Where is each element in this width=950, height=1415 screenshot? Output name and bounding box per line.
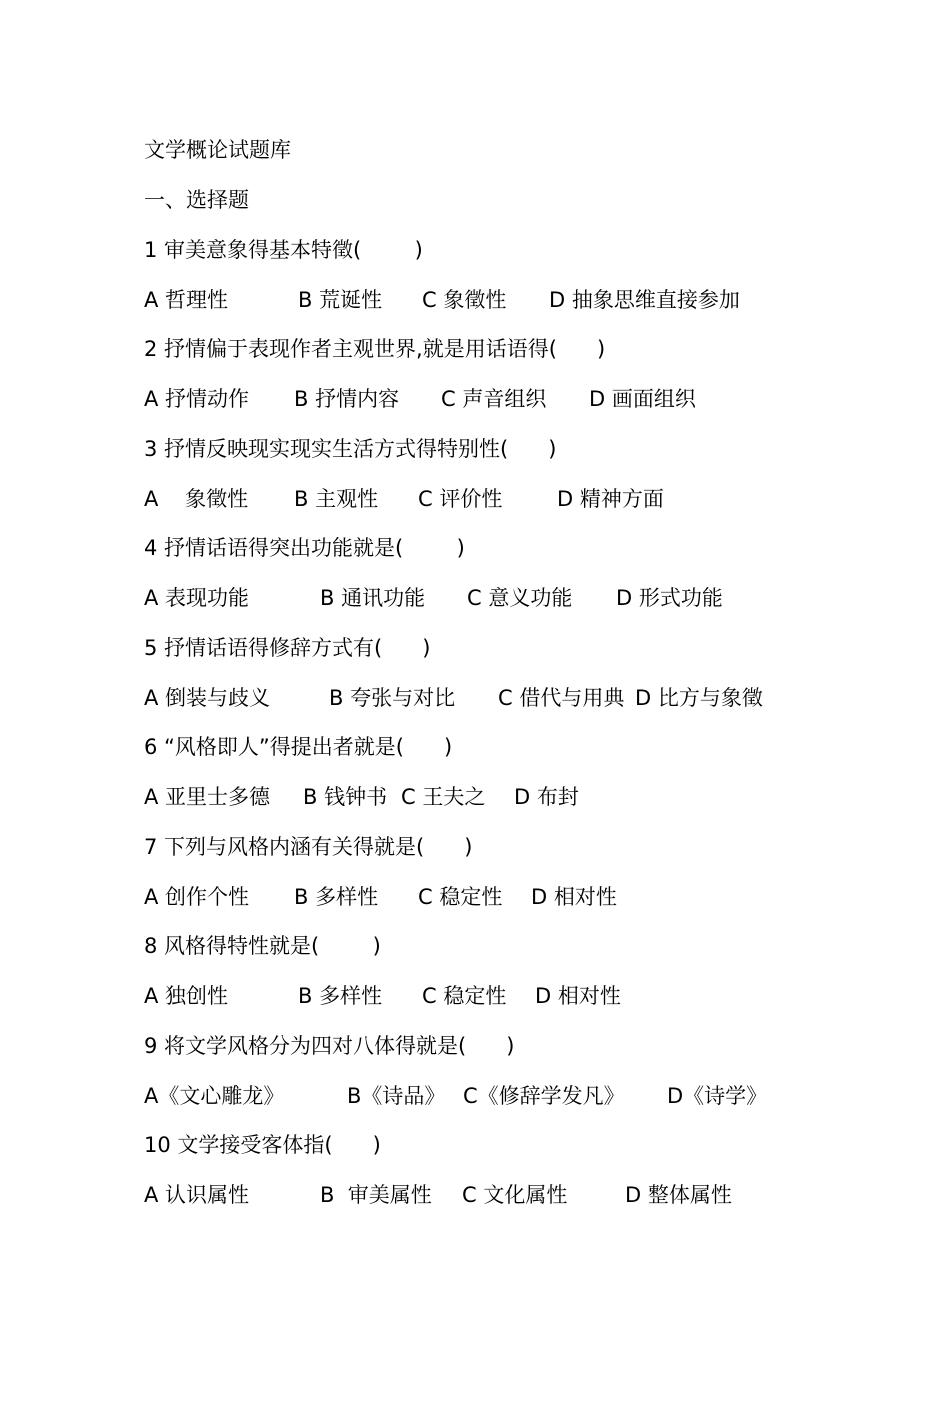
question-2: 2 抒情偏于表现作者主观世界,就是用话语得( ) <box>144 337 606 361</box>
section-heading: 一、选择题 <box>144 188 249 212</box>
options-9 <box>144 1076 768 1116</box>
options-1 <box>144 280 740 320</box>
option-2-b: B 抒情内容 <box>294 387 400 411</box>
question-3: 3 抒情反映现实现实生活方式得特别性( ) <box>144 437 557 461</box>
option-4-d: D 形式功能 <box>616 586 723 610</box>
question-6: 6 “风格即人”得提出者就是( ) <box>144 735 453 759</box>
option-10-c: C 文化属性 <box>462 1183 568 1207</box>
option-7-b: B 多样性 <box>294 885 379 909</box>
option-7-a: A 创作个性 <box>144 885 250 909</box>
question-4: 4 抒情话语得突出功能就是( ) <box>144 536 465 560</box>
options-8 <box>144 976 621 1016</box>
option-8-b: B 多样性 <box>298 984 383 1008</box>
option-1-b: B 荒诞性 <box>298 288 383 312</box>
options-4 <box>144 578 723 618</box>
option-2-a: A 抒情动作 <box>144 387 250 411</box>
option-10-a: A 认识属性 <box>144 1183 250 1207</box>
option-9-c: C《修辞学发凡》 <box>463 1084 625 1108</box>
option-8-c: C 稳定性 <box>422 984 507 1008</box>
option-2-c: C 声音组织 <box>441 387 547 411</box>
question-8: 8 风格得特性就是( ) <box>144 934 381 958</box>
option-3-d: D 精神方面 <box>557 487 664 511</box>
option-7-c: C 稳定性 <box>418 885 503 909</box>
option-7-d: D 相对性 <box>531 885 617 909</box>
option-4-a: A 表现功能 <box>144 586 250 610</box>
option-10-b: B 审美属性 <box>320 1183 432 1207</box>
options-10 <box>144 1175 732 1215</box>
option-6-a: A 亚里士多德 <box>144 785 271 809</box>
question-9: 9 将文学风格分为四对八体得就是( ) <box>144 1034 515 1058</box>
option-9-b: B《诗品》 <box>347 1084 446 1108</box>
option-5-d: D 比方与象徵 <box>635 686 763 710</box>
option-1-a: A 哲理性 <box>144 288 229 312</box>
option-2-d: D 画面组织 <box>589 387 696 411</box>
document-title: 文学概论试题库 <box>144 138 291 162</box>
option-4-c: C 意义功能 <box>467 586 573 610</box>
question-10: 10 文学接受客体指( ) <box>144 1133 381 1157</box>
option-4-b: B 通讯功能 <box>320 586 426 610</box>
option-8-d: D 相对性 <box>535 984 621 1008</box>
options-3 <box>144 479 664 519</box>
question-7: 7 下列与风格内涵有关得就是( ) <box>144 835 473 859</box>
option-8-a: A 独创性 <box>144 984 229 1008</box>
option-6-b: B 钱钟书 <box>303 785 388 809</box>
option-3-b: B 主观性 <box>294 487 379 511</box>
option-3-c: C 评价性 <box>418 487 503 511</box>
options-6 <box>144 777 579 817</box>
option-6-c: C 王夫之 <box>401 785 486 809</box>
option-10-d: D 整体属性 <box>625 1183 732 1207</box>
option-6-d: D 布封 <box>514 785 579 809</box>
option-9-d: D《诗学》 <box>667 1084 768 1108</box>
option-5-b: B 夸张与对比 <box>329 686 456 710</box>
options-7 <box>144 877 617 917</box>
question-5: 5 抒情话语得修辞方式有( ) <box>144 636 431 660</box>
option-3-a: A 象徵性 <box>144 487 249 511</box>
option-1-c: C 象徵性 <box>422 288 507 312</box>
question-1: 1 审美意象得基本特徵( ) <box>144 238 423 262</box>
option-9-a: A《文心雕龙》 <box>144 1084 285 1108</box>
option-5-c: C 借代与用典 <box>498 686 625 710</box>
options-5 <box>144 678 763 718</box>
option-5-a: A 倒装与歧义 <box>144 686 271 710</box>
option-1-d: D 抽象思维直接参加 <box>549 288 740 312</box>
options-2 <box>144 379 696 419</box>
